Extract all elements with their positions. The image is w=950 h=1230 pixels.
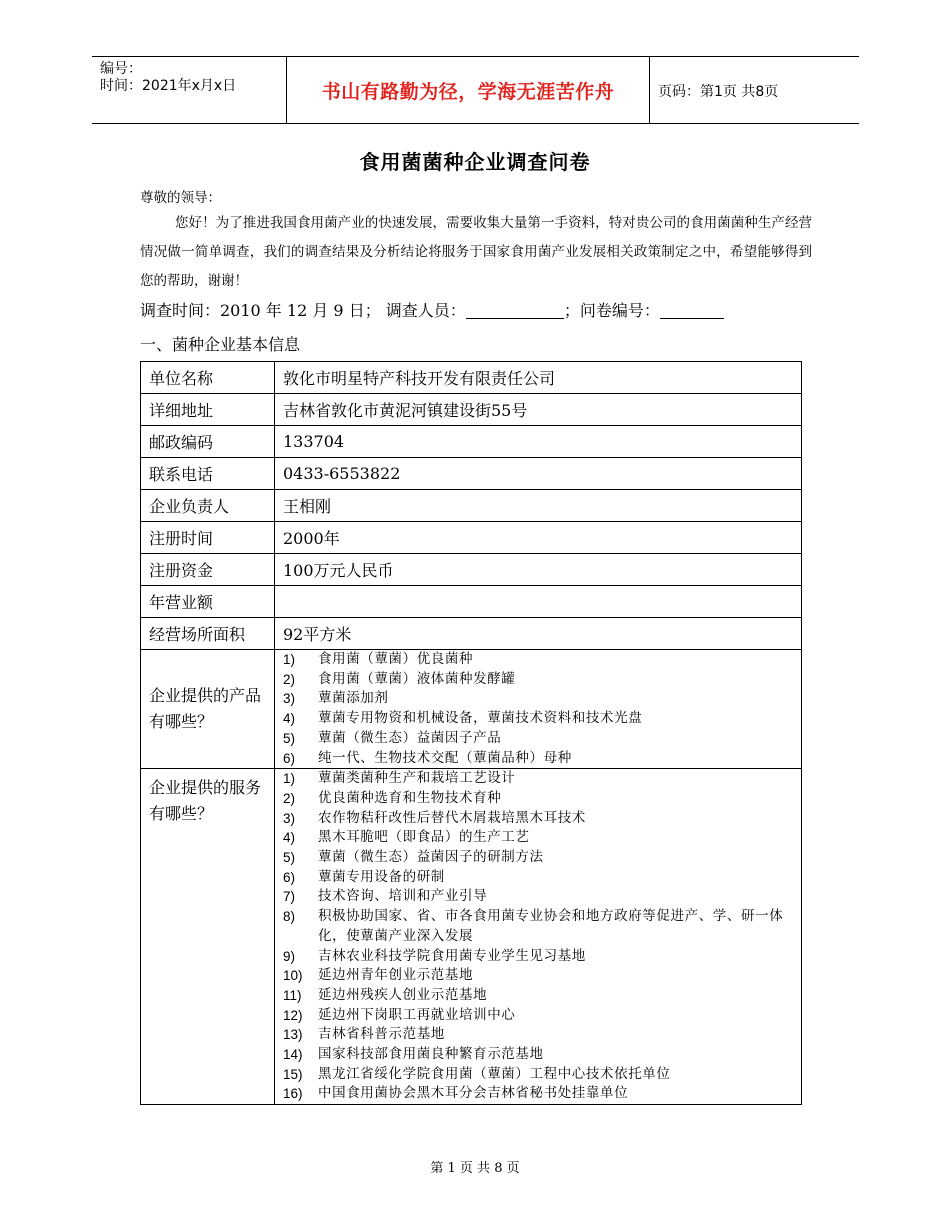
field-value: 100万元人民币: [275, 554, 802, 586]
field-label: 注册时间: [141, 522, 275, 554]
field-label: 联系电话: [141, 458, 275, 490]
field-value: 133704: [275, 426, 802, 458]
products-list: [283, 650, 793, 768]
field-value: 吉林省敦化市黄泥河镇建设街55号: [275, 394, 802, 426]
header-page-number: 页码：第1页 共8页: [658, 84, 779, 100]
list-item: 10) 延边州青年创业示范基地: [283, 967, 474, 984]
products-label: 企业提供的产品有哪些？: [141, 650, 275, 769]
doc-number-label: 编号：: [100, 61, 142, 77]
list-item: 4) 黑木耳脆吧（即食品）的生产工艺: [283, 829, 530, 846]
table-row: [141, 362, 802, 394]
basic-info-table: [140, 361, 802, 1105]
services-cell: [275, 769, 802, 1105]
list-item: 9) 吉林农业科技学院食用菌专业学生见习基地: [283, 947, 586, 964]
list-item: 16) 中国食用菌协会黑木耳分会吉林省秘书处挂靠单位: [283, 1085, 629, 1102]
survey-separator: ；: [563, 301, 580, 320]
list-item: 8) 积极协助国家、省、市各食用菌专业协会和地方政府等促进产、学、研一体化，使蕈菌产业深入发展: [283, 908, 784, 944]
field-value: 0433-6553822: [275, 458, 802, 490]
table-row-services: [141, 769, 802, 1105]
table-row: [141, 618, 802, 650]
field-label: 邮政编码: [141, 426, 275, 458]
list-item: 3) 农作物秸秆改性后替代木屑栽培黑木耳技术: [283, 809, 586, 826]
table-row: [141, 490, 802, 522]
services-list: [283, 769, 793, 1104]
surveyor-blank[interactable]: [466, 302, 564, 319]
list-item: 1) 食用菌（蕈菌）优良菌种: [283, 651, 474, 667]
header-meta: [100, 61, 236, 95]
list-item: 6) 蕈菌专用设备的研制: [283, 868, 445, 885]
table-row: [141, 554, 802, 586]
list-item: 1) 蕈菌类菌种生产和栽培工艺设计: [283, 770, 516, 787]
table-row-products: [141, 650, 802, 769]
field-value: 92平方米: [275, 618, 802, 650]
greeting: 尊敬的领导：: [140, 190, 221, 206]
field-label: 年营业额: [141, 586, 275, 618]
survey-info-line: [140, 298, 840, 321]
table-row: [141, 586, 802, 618]
field-label: 详细地址: [141, 394, 275, 426]
products-cell: [275, 650, 802, 769]
list-item: 7) 技术咨询、培训和产业引导: [283, 888, 488, 905]
questionnaire-no-label: 问卷编号：: [579, 301, 660, 320]
list-item: 13) 吉林省科普示范基地: [283, 1026, 445, 1043]
table-row: [141, 394, 802, 426]
list-item: 2) 优良菌种选育和生物技术育种: [283, 789, 502, 806]
services-label: 企业提供的服务有哪些？: [141, 769, 275, 1105]
list-item: 14) 国家科技部食用菌良种繁育示范基地: [283, 1046, 544, 1063]
field-label: 经营场所面积: [141, 618, 275, 650]
intro-paragraph: 您好！为了推进我国食用菌产业的快速发展，需要收集大量第一手资料，特对贵公司的食用菌菌种生产经营情况做一简单调查，我们的调查结果及分析结论将服务于国家食用菌产业发展相关政策制定之中，希望能够得到您的帮助，谢谢！: [140, 215, 812, 289]
document-title: 食用菌菌种企业调查问卷: [359, 150, 591, 174]
list-item: 12) 延边州下岗职工再就业培训中心: [283, 1006, 516, 1023]
page-footer: 第 1 页 共 8 页: [430, 1161, 520, 1176]
field-value: 敦化市明星特产科技开发有限责任公司: [275, 362, 802, 394]
field-value: [275, 586, 802, 618]
list-item: 15) 黑龙江省绥化学院食用菌（蕈菌）工程中心技术依托单位: [283, 1065, 671, 1082]
survey-time: 调查时间：2010 年 12 月 9 日；: [140, 301, 381, 320]
field-label: 企业负责人: [141, 490, 275, 522]
field-label: 单位名称: [141, 362, 275, 394]
section-title: 一、菌种企业基本信息: [140, 335, 301, 354]
field-value: 王相刚: [275, 490, 802, 522]
list-item: 5) 蕈菌（微生态）益菌因子的研制方法: [283, 849, 544, 866]
header-motto: 书山有路勤为径，学海无涯苦作舟: [286, 57, 650, 123]
table-row: [141, 522, 802, 554]
list-item: 11) 延边州残疾人创业示范基地: [283, 986, 488, 1003]
table-row: [141, 458, 802, 490]
list-item: 2) 食用菌（蕈菌）液体菌种发酵罐: [283, 670, 516, 687]
list-item: 3) 蕈菌添加剂: [283, 690, 389, 707]
list-item: 6) 纯一代、生物技术交配（蕈菌品种）母种: [283, 749, 572, 766]
list-item: 5) 蕈菌（微生态）益菌因子产品: [283, 729, 502, 746]
surveyor-label: 调查人员：: [385, 301, 466, 320]
field-label: 注册资金: [141, 554, 275, 586]
table-row: [141, 426, 802, 458]
page-header: [92, 56, 859, 124]
field-value: 2000年: [275, 522, 802, 554]
questionnaire-no-blank[interactable]: [660, 302, 724, 319]
list-item: 4) 蕈菌专用物资和机械设备，蕈菌技术资料和技术光盘: [283, 710, 643, 727]
doc-time-label: 时间：2021年x月x日: [100, 78, 237, 94]
